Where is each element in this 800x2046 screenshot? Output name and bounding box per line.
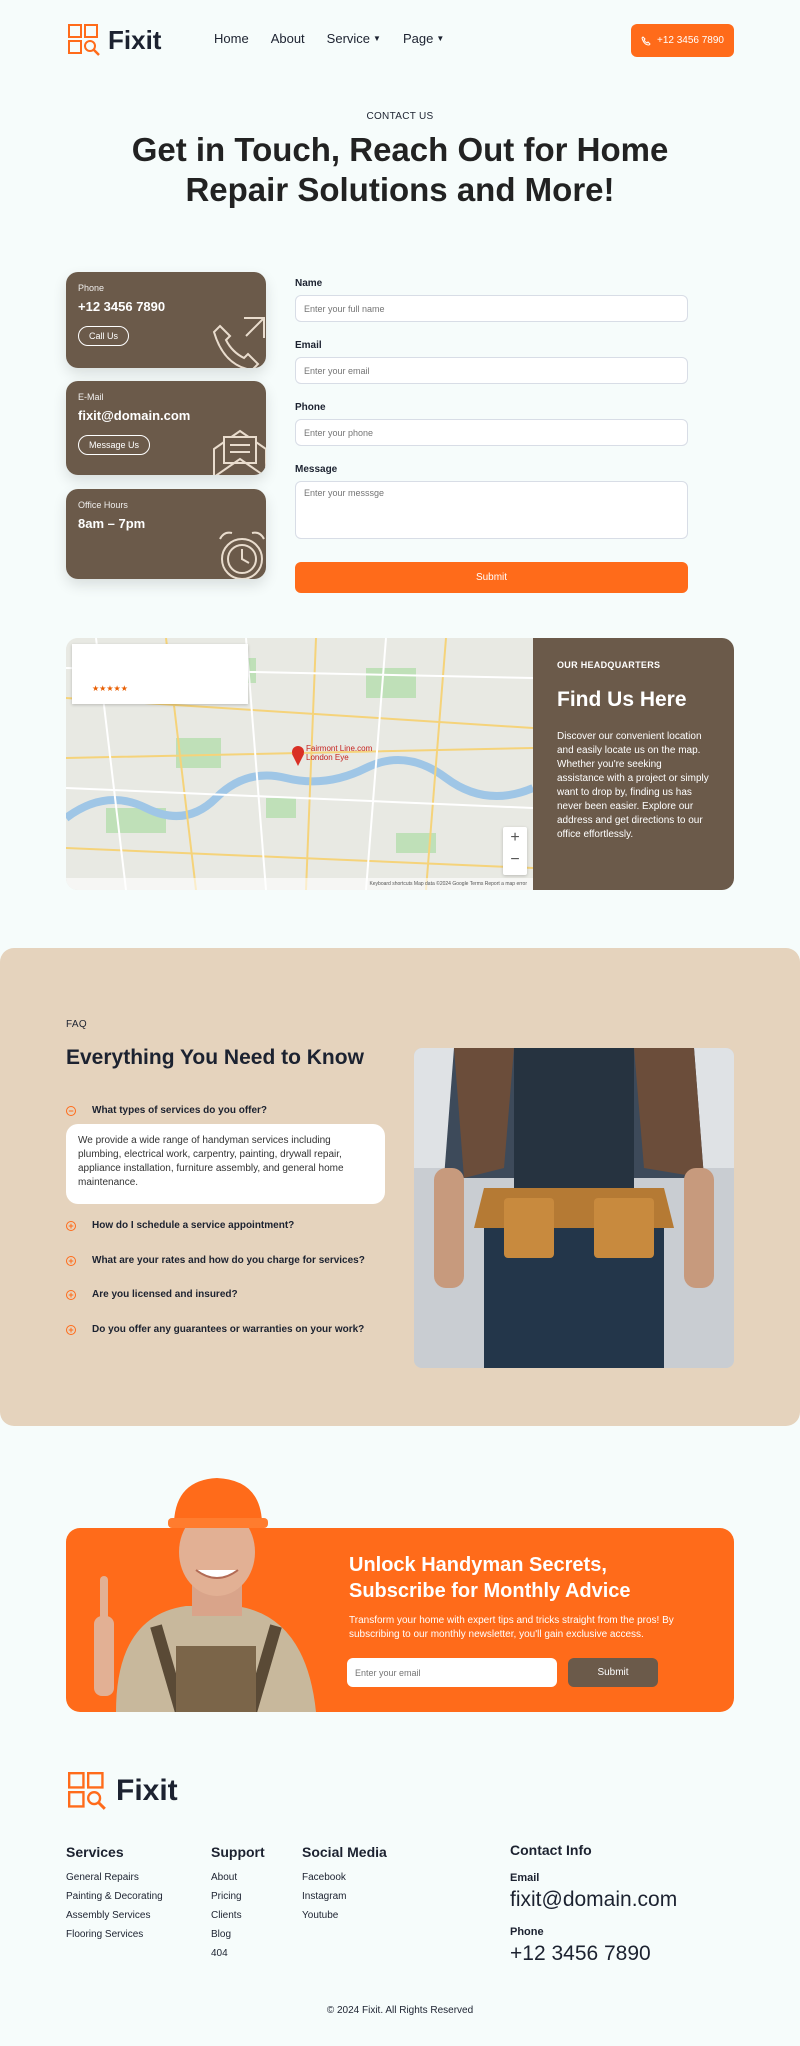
plus-circle-icon: + [66, 1221, 76, 1231]
phone-card-value: +12 3456 7890 [78, 299, 166, 314]
faq-question-1[interactable] [66, 1105, 267, 1116]
map-section [66, 638, 734, 890]
email-label: Email [295, 340, 322, 351]
phone-card-label: Phone [78, 283, 105, 293]
plus-circle-icon: + [66, 1290, 76, 1300]
header-phone-button[interactable] [631, 24, 734, 57]
handyman-photo [414, 1048, 734, 1368]
email-input[interactable] [295, 357, 688, 384]
main-nav [214, 31, 444, 46]
footer-link[interactable]: Flooring Services [66, 1929, 144, 1940]
footer-link[interactable]: Youtube [302, 1910, 339, 1921]
faq-question-2[interactable] [66, 1220, 294, 1231]
name-label: Name [295, 278, 323, 289]
faq-answer-1: We provide a wide range of handyman services including plumbing, electrical work, carpentry, painting, drywall repair, appliance installation, furniture assembly, and general home maintenance. [66, 1124, 385, 1204]
footer-link[interactable]: Blog [211, 1929, 232, 1940]
handyman-illustration [414, 1048, 734, 1368]
page-title: Get in Touch, Reach Out for Home Repair Solutions and More! [131, 131, 669, 208]
faq-section [0, 948, 800, 1426]
footer-social [302, 1844, 387, 1929]
footer-services [66, 1844, 163, 1948]
zoom-out-icon[interactable]: − [510, 851, 520, 868]
message-label: Message [295, 464, 338, 475]
message-us-button[interactable]: Message Us [78, 435, 150, 455]
nav-about-label: About [270, 31, 305, 46]
footer-link[interactable]: Facebook [302, 1872, 346, 1883]
email-card-value: fixit@domain.com [78, 408, 191, 423]
newsletter-submit-button[interactable]: Submit [568, 1658, 658, 1687]
faq-question-5[interactable] [66, 1324, 364, 1335]
zoom-in-icon[interactable]: + [510, 829, 520, 846]
nav-page-label: Page [402, 31, 434, 46]
header-phone-label: +12 3456 7890 [656, 35, 724, 46]
map-footer: Keyboard shortcuts Map data ©2024 Google Terms Report a map error [66, 878, 533, 890]
contact-submit-button[interactable]: Submit [295, 562, 688, 593]
nav-service-label: Service [326, 31, 371, 46]
faq-question-text: Are you licensed and insured? [92, 1289, 238, 1300]
faq-question-text: How do I schedule a service appointment? [92, 1220, 295, 1231]
site-logo[interactable] [68, 24, 161, 56]
footer-social-title: Social Media [302, 1844, 387, 1860]
footer-email-label: Email [510, 1872, 540, 1884]
logo-icon [68, 1772, 106, 1810]
footer-logo-text: Fixit [116, 1774, 178, 1807]
minus-circle-icon: − [66, 1106, 76, 1116]
email-card [66, 381, 266, 475]
phone-input[interactable] [295, 419, 688, 446]
phone-icon [210, 312, 266, 368]
rating-stars: ★★★★★ [92, 684, 128, 693]
nav-home-label: Home [214, 31, 249, 46]
plus-circle-icon: + [66, 1325, 76, 1335]
nav-service[interactable] [327, 31, 381, 46]
call-us-button[interactable]: Call Us [78, 326, 129, 346]
faq-question-text: What types of services do you offer? [92, 1105, 268, 1116]
newsletter-title: Unlock Handyman Secrets, Subscribe for Monthly Advice [349, 1554, 631, 1602]
email-card-label: E-Mail [78, 392, 104, 402]
footer-link[interactable]: 404 [211, 1948, 228, 1959]
faq-question-4[interactable] [66, 1289, 238, 1300]
plus-circle-icon: + [66, 1256, 76, 1266]
footer-link[interactable]: Painting & Decorating [66, 1891, 163, 1902]
name-input[interactable] [295, 295, 688, 322]
footer-support [211, 1844, 265, 1967]
footer-logo[interactable] [68, 1772, 178, 1810]
phone-label: Phone [295, 402, 326, 413]
footer-support-title: Support [211, 1844, 265, 1860]
worker-image [76, 1466, 346, 1712]
map-zoom-controls[interactable] [503, 827, 527, 875]
contact-eyebrow: CONTACT US [366, 111, 434, 122]
logo-text: Fixit [108, 24, 162, 55]
hq-title: Find Us Here [557, 688, 687, 711]
footer-link[interactable]: Pricing [211, 1891, 242, 1902]
faq-question-text: What are your rates and how do you charge for services? [92, 1255, 365, 1266]
newsletter-email-input[interactable] [347, 1658, 557, 1687]
phone-card [66, 272, 266, 368]
copyright: © 2024 Fixit. All Rights Reserved [326, 2005, 474, 2016]
hq-eyebrow: OUR HEADQUARTERS [557, 660, 661, 670]
office-hours-card [66, 489, 266, 579]
nav-page[interactable] [403, 31, 444, 46]
map-place-card[interactable] [72, 644, 248, 704]
footer-phone-label: Phone [510, 1926, 544, 1938]
alarm-clock-icon [212, 525, 266, 579]
office-hours-label: Office Hours [78, 500, 128, 510]
message-textarea[interactable] [295, 481, 688, 539]
hq-text: Discover our convenient location and easily locate us on the map. Whether you're seeking assistance with a project or simply want to drop by, finding us has never been easier. Explore our address and get directions to our office effortlessly. [557, 731, 709, 840]
office-hours-value: 8am – 7pm [78, 516, 146, 531]
faq-question-3[interactable] [66, 1255, 365, 1266]
footer-link[interactable]: General Repairs [66, 1872, 139, 1883]
newsletter-text: Transform your home with expert tips and tricks straight from the pros! By subscribing to our monthly newsletter, you'll gain exclusive access. [349, 1615, 674, 1640]
site-header [0, 0, 800, 80]
embedded-map[interactable] [66, 638, 533, 890]
map-pin-label: Fairmont Line.com London Eye [306, 744, 373, 762]
faq-eyebrow: FAQ [66, 1019, 87, 1030]
chevron-down-icon: ▼ [436, 34, 445, 43]
nav-about[interactable] [271, 31, 305, 46]
nav-home[interactable] [214, 31, 249, 46]
footer-link[interactable]: About [211, 1872, 238, 1883]
chevron-down-icon: ▼ [373, 34, 381, 43]
footer-link[interactable]: Instagram [302, 1891, 347, 1902]
logo-icon [68, 24, 100, 56]
envelope-icon [210, 423, 266, 475]
faq-question-text: Do you offer any guarantees or warranties on your work? [92, 1324, 365, 1335]
footer-contact [510, 1842, 677, 1966]
faq-title: Everything You Need to Know [66, 1046, 364, 1069]
footer-email[interactable]: fixit@domain.com [510, 1888, 678, 1911]
contact-form [295, 278, 688, 593]
footer-phone[interactable]: +12 3456 7890 [510, 1942, 651, 1965]
footer-services-title: Services [66, 1844, 124, 1860]
footer-contact-title: Contact Info [510, 1842, 592, 1858]
hq-panel [533, 638, 734, 890]
footer-link[interactable]: Clients [211, 1910, 242, 1921]
phone-icon [641, 36, 651, 46]
footer-link[interactable]: Assembly Services [66, 1910, 151, 1921]
